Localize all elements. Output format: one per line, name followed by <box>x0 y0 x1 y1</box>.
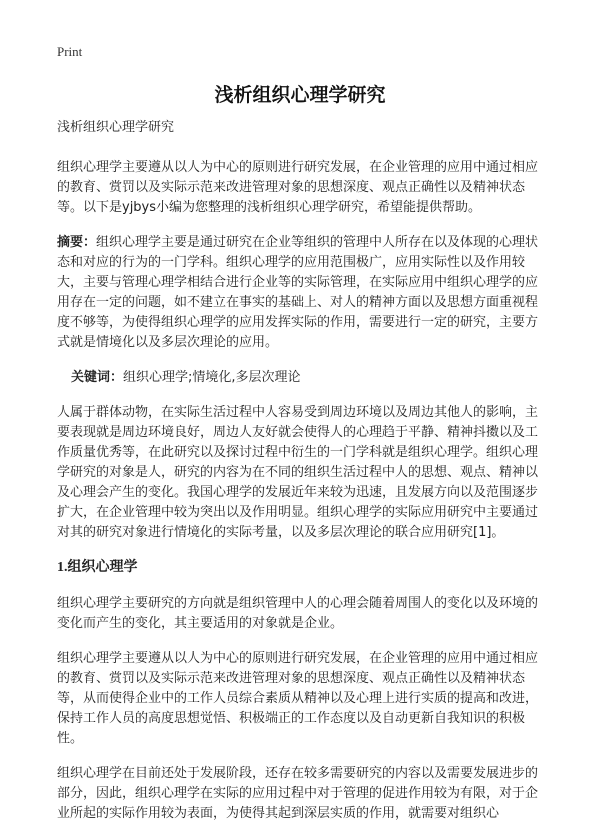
abstract-text: 组织心理学主要是通过研究在企业等组织的管理中人所存在以及体现的心理状态和对应的行为的一门学科。组织心理学的应用范围极广，应用实际性以及作用较大，主要与管理心理学相结合进行企业等的实际管理，在实际应用中组织心理学的应用存在一定的问题，如不建立在事实的基础上、对人的精神方面以及思想方面重视程度不够等，为使得组织心理学的应用发挥实际的作用，需要进行一定的研究，主要方式就是情境化以及多层次理论的应用。 <box>57 235 539 350</box>
keywords-paragraph <box>57 368 548 388</box>
body-paragraph-2: 组织心理学主要研究的方向就是组织管理中人的心理会随着周围人的变化以及环境的变化而产生的变化，其主要适用的对象就是企业。 <box>57 596 539 631</box>
keywords-label: 关键词： <box>71 370 124 385</box>
abstract-paragraph <box>57 233 548 353</box>
article-body <box>57 118 548 839</box>
section-heading-1: 1.组织心理学 <box>57 560 138 575</box>
document-title: 浅析组织心理学研究 <box>214 84 386 106</box>
body-paragraph-1: 人属于群体动物，在实际生活过程中人容易受到周边环境以及周边其他人的影响，主要表现就是周边环境良好，周边人友好就会使得人的心理趋于平静、精神抖擞以及工作质量优秀等，在此研究以及探讨过程中衍生的一门学科就是组织心理学。组织心理学研究的对象是人，研究的内容为在不同的组织生活过程中人的思想、观点、精神以及心理会产生的变化。我国心理学的发展近年来较为迅速，且发展方向以及范围逐步扩大，在企业管理中较为突出以及作用明显。组织心理学的实际应用研究中主要通过对其的研究对象进行情境化的实际考量，以及多层次理论的联合应用研究[1]。 <box>57 405 539 540</box>
body-paragraph-3: 组织心理学主要遵从以人为中心的原则进行研究发展，在企业管理的应用中通过相应的教育、赏罚以及实际示范来改进管理对象的思想深度、观点正确性以及精神状态等，从而使得企业中的工作人员综合素质从精神以及心理上进行实质的提高和改进，保持工作人员的高度思想觉悟、积极端正的工作态度以及自动更新自我知识的积极性。 <box>57 651 539 746</box>
body-paragraph-4: 组织心理学在目前还处于发展阶段，还存在较多需要研究的内容以及需要发展进步的部分，因此，组织心理学在实际的应用过程中对于管理的促进作用较为有限，对于企业所起的实际作用较为表面，为使得其起到深层实质的作用，就需要对组织心 <box>57 766 539 821</box>
print-link[interactable]: Print <box>57 44 83 59</box>
document-subtitle: 浅析组织心理学研究 <box>57 120 175 135</box>
intro-paragraph: 组织心理学主要遵从以人为中心的原则进行研究发展，在企业管理的应用中通过相应的教育、赏罚以及实际示范来改进管理对象的思想深度、观点正确性以及精神状态等。以下是yjbys小编为您整理的浅析组织心理学研究，希望能提供帮助。 <box>57 160 539 215</box>
abstract-label: 摘要： <box>57 235 97 250</box>
keywords-text: 组织心理学;情境化,多层次理论 <box>123 370 301 385</box>
